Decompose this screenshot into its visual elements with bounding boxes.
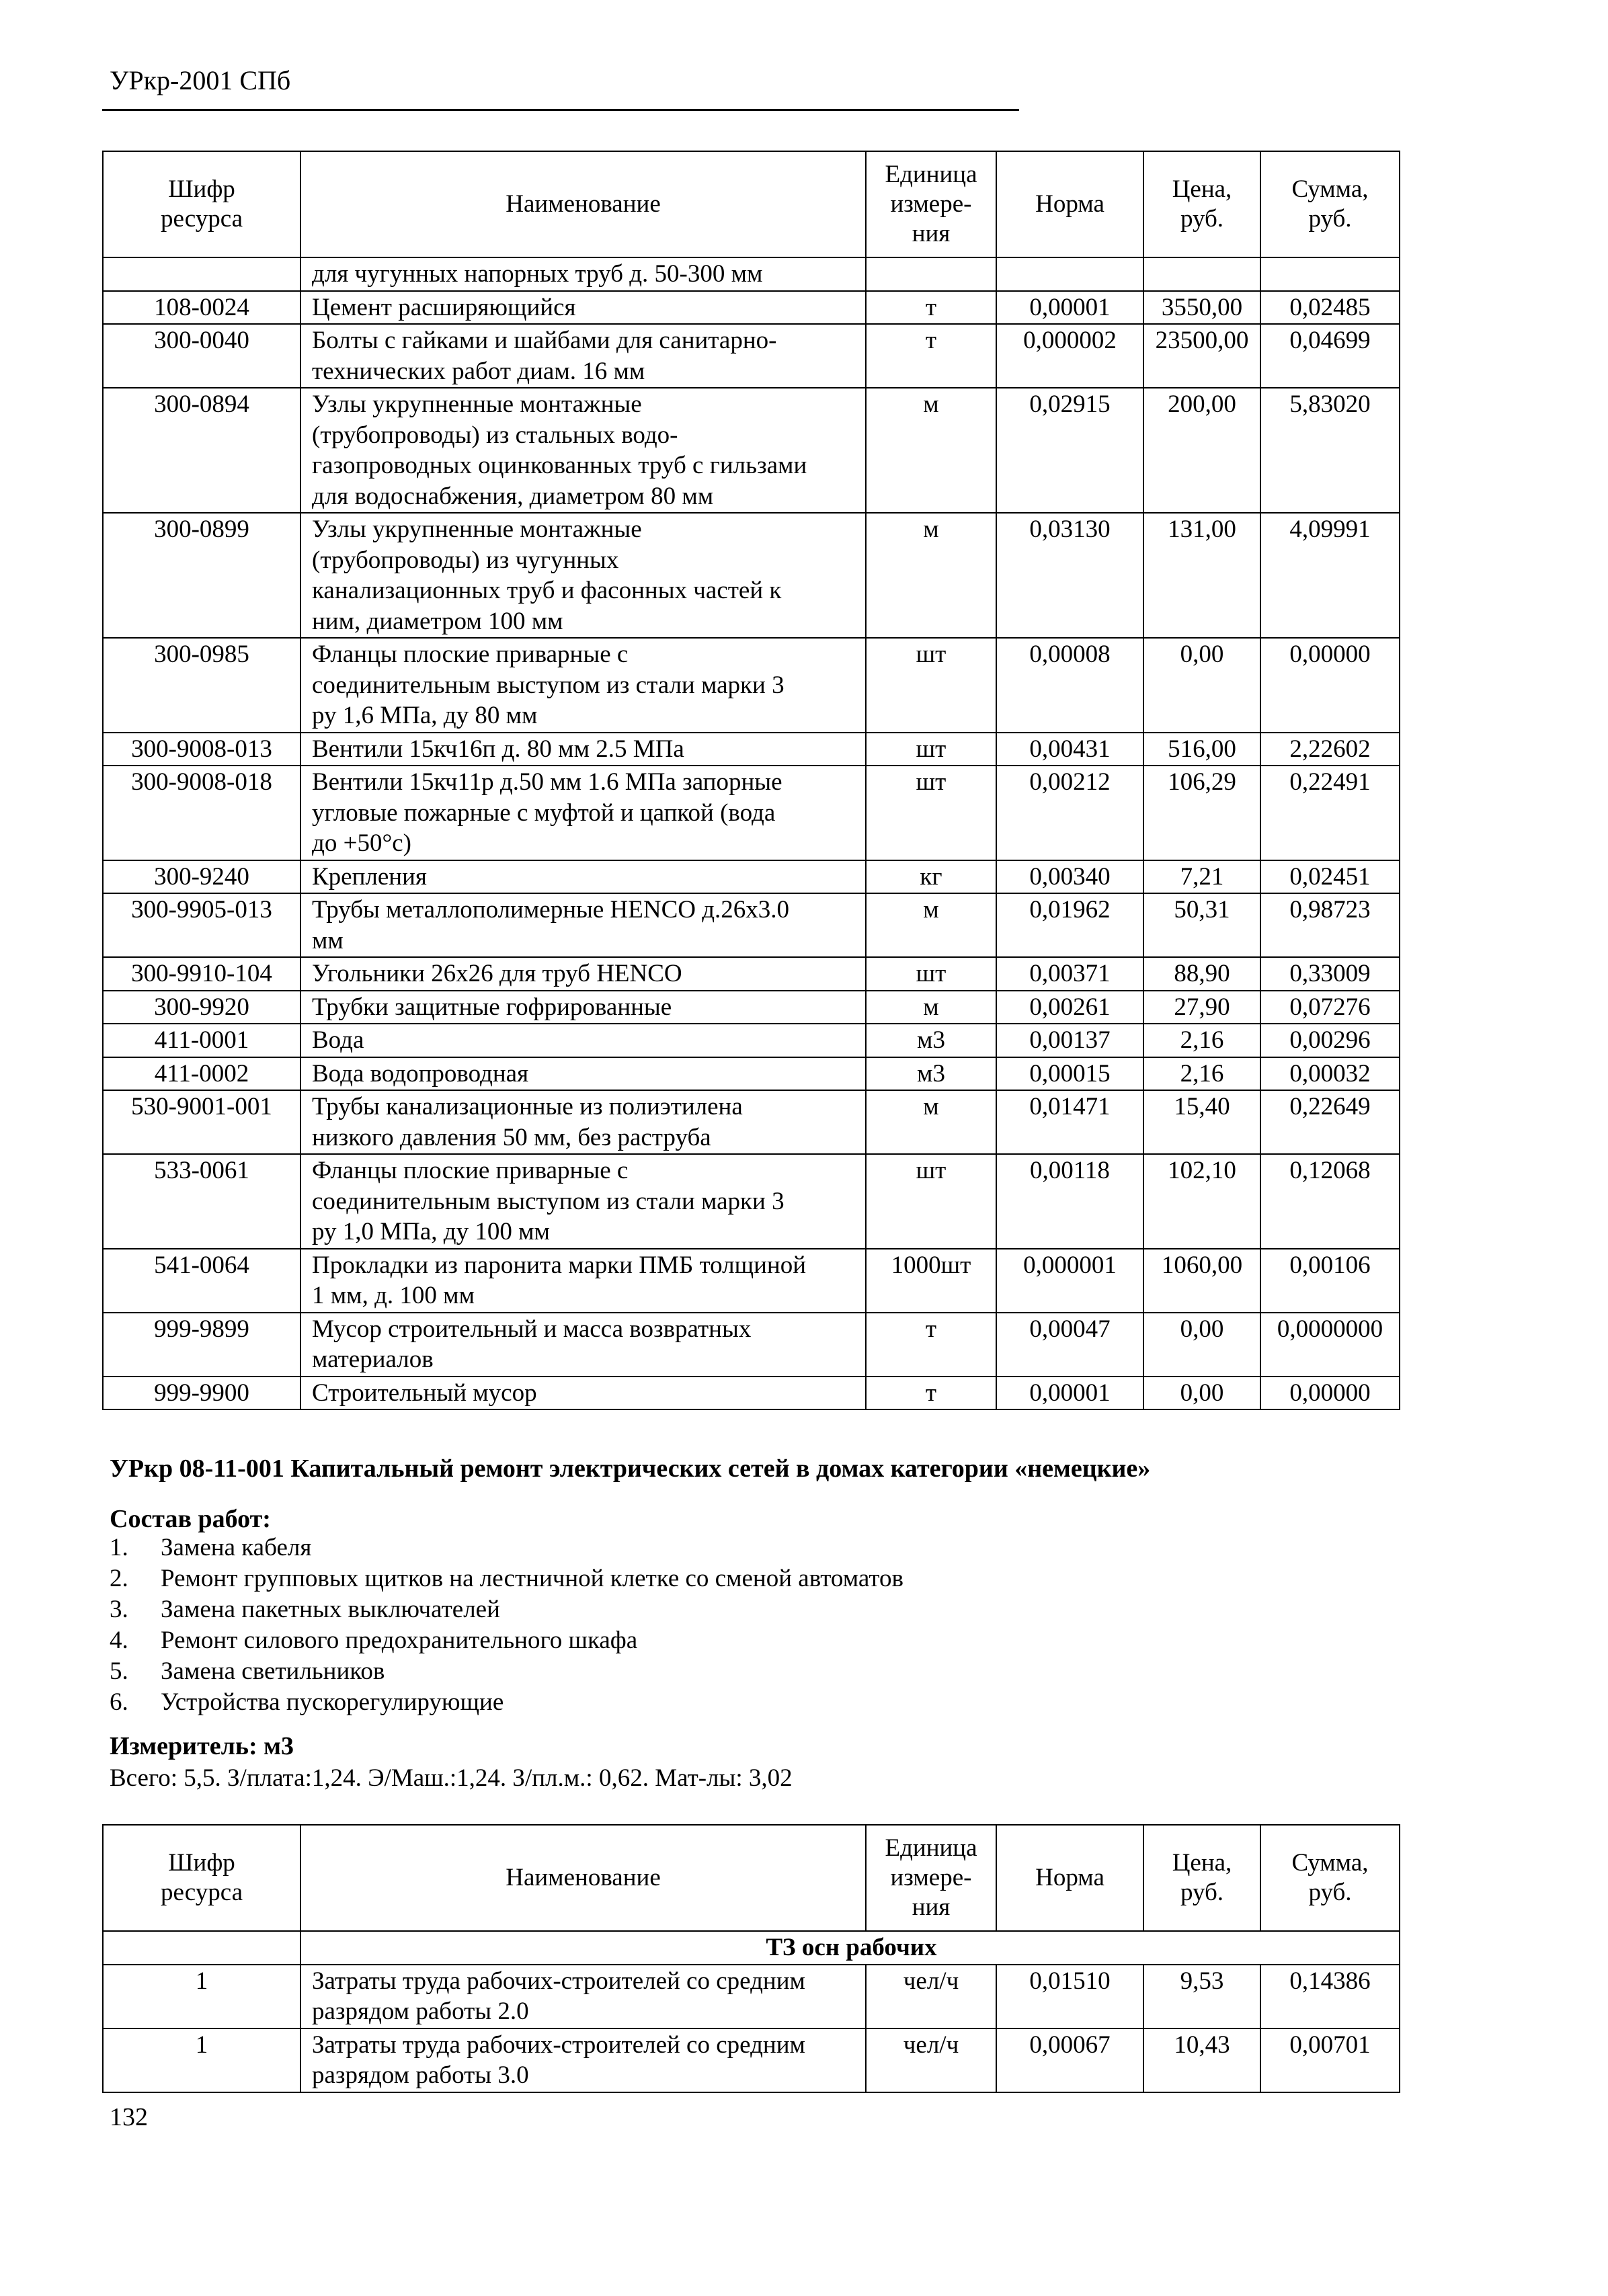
cell-unit: 1000шт	[866, 1249, 996, 1313]
cell-unit: чел/ч	[866, 2028, 996, 2092]
work-text: Ремонт групповых щитков на лестничной клетке со сменой автоматов	[161, 1565, 903, 1592]
running-header: УРкр-2001 СПб	[110, 65, 291, 95]
work-item	[110, 1687, 903, 1718]
cell-code: 108-0024	[103, 291, 300, 325]
cell-sum: 0,22649	[1260, 1090, 1400, 1154]
work-item	[110, 1563, 903, 1594]
cell-price: 516,00	[1143, 733, 1260, 766]
col-sum: Сумма, руб.	[1260, 151, 1400, 257]
cell-code: 541-0064	[103, 1249, 300, 1313]
cell-sum: 4,09991	[1260, 513, 1400, 638]
table-row	[103, 257, 1400, 291]
work-text: Замена светильников	[161, 1657, 385, 1685]
table-row	[103, 860, 1400, 894]
table-row	[103, 1249, 1400, 1313]
cell-name: Фланцы плоские приварные с соединительным выступом из стали марки 3 ру 1,0 МПа, ду 100 мм	[300, 1154, 866, 1249]
cell-name: Узлы укрупненные монтажные (трубопроводы) из стальных водо- газопроводных оцинкованных труб с гильзами для водоснабжения, диаметром 80 мм	[300, 388, 866, 513]
cell-norm: 0,00067	[996, 2028, 1143, 2092]
cell-price: 2,16	[1143, 1057, 1260, 1091]
cell-sum: 0,00000	[1260, 1377, 1400, 1410]
col-name: Наименование	[300, 1825, 866, 1931]
cell-sum: 0,02451	[1260, 860, 1400, 894]
cell-price: 88,90	[1143, 957, 1260, 991]
cell-code: 999-9900	[103, 1377, 300, 1410]
cell-code: 300-9910-104	[103, 957, 300, 991]
cell-unit: м3	[866, 1024, 996, 1057]
cell-price: 0,00	[1143, 1313, 1260, 1377]
work-text: Замена пакетных выключателей	[161, 1596, 500, 1623]
cell-name: Строительный мусор	[300, 1377, 866, 1410]
cell-code: 1	[103, 2028, 300, 2092]
cell-norm: 0,00008	[996, 638, 1143, 733]
cell-price: 0,00	[1143, 638, 1260, 733]
cell-unit: м	[866, 513, 996, 638]
table-row	[103, 638, 1400, 733]
cell-sum: 0,00032	[1260, 1057, 1400, 1091]
cell-unit: шт	[866, 766, 996, 860]
cell-norm: 0,00137	[996, 1024, 1143, 1057]
cell-unit: кг	[866, 860, 996, 894]
cell-price: 102,10	[1143, 1154, 1260, 1249]
cell-code: 411-0002	[103, 1057, 300, 1091]
cell-code: 530-9001-001	[103, 1090, 300, 1154]
table-row	[103, 513, 1400, 638]
cell-norm: 0,00001	[996, 291, 1143, 325]
cell-price: 27,90	[1143, 991, 1260, 1024]
cell-code: 411-0001	[103, 1024, 300, 1057]
cell-price: 1060,00	[1143, 1249, 1260, 1313]
cell-norm: 0,000002	[996, 324, 1143, 388]
resources-table-1	[102, 151, 1400, 1410]
work-number: 4.	[110, 1627, 128, 1654]
cell-code: 1	[103, 1965, 300, 2028]
cell-name: Узлы укрупненные монтажные (трубопроводы) из чугунных канализационных труб и фасонных частей к ним, диаметром 100 мм	[300, 513, 866, 638]
cell-norm: 0,00340	[996, 860, 1143, 894]
col-unit: Единица измере- ния	[866, 151, 996, 257]
work-text: Устройства пускорегулирующие	[161, 1688, 504, 1716]
work-item	[110, 1625, 903, 1656]
work-text: Замена кабеля	[161, 1534, 312, 1561]
works-list	[110, 1532, 903, 1718]
table-row	[103, 733, 1400, 766]
col-code: Шифр ресурса	[103, 151, 300, 257]
cell-name: Прокладки из паронита марки ПМБ толщиной 1 мм, д. 100 мм	[300, 1249, 866, 1313]
cell-code: 300-0040	[103, 324, 300, 388]
work-item	[110, 1594, 903, 1625]
table-row	[103, 1965, 1400, 2028]
cell-code: 300-9920	[103, 991, 300, 1024]
cell-name: для чугунных напорных труб д. 50-300 мм	[300, 257, 866, 291]
cell-unit: т	[866, 324, 996, 388]
cell-code	[103, 257, 300, 291]
cell-code: 300-9008-018	[103, 766, 300, 860]
cell-norm: 0,02915	[996, 388, 1143, 513]
cell-norm: 0,00118	[996, 1154, 1143, 1249]
work-number: 6.	[110, 1688, 128, 1716]
cell-name: Затраты труда рабочих-строителей со средним разрядом работы 2.0	[300, 1965, 866, 2028]
cell-sum: 0,07276	[1260, 991, 1400, 1024]
cell-norm: 0,00015	[996, 1057, 1143, 1091]
cell-sum	[1260, 257, 1400, 291]
cell-sum: 0,00296	[1260, 1024, 1400, 1057]
table-row	[103, 1313, 1400, 1377]
cell-unit: т	[866, 291, 996, 325]
cell-price	[1143, 257, 1260, 291]
page-number: 132	[110, 2103, 148, 2131]
cell-sum: 0,12068	[1260, 1154, 1400, 1249]
table-row	[103, 1090, 1400, 1154]
cell-norm: 0,03130	[996, 513, 1143, 638]
col-norm: Норма	[996, 1825, 1143, 1931]
table-row	[103, 2028, 1400, 2092]
cell-code: 300-9240	[103, 860, 300, 894]
cell-norm: 0,00431	[996, 733, 1143, 766]
works-label: Состав работ:	[110, 1505, 271, 1533]
totals-line: Всего: 5,5. З/плата:1,24. Э/Маш.:1,24. З/пл.м.: 0,62. Мат-лы: 3,02	[110, 1764, 793, 1792]
work-number: 5.	[110, 1657, 128, 1685]
section-title: УРкр 08-11-001 Капитальный ремонт электрических сетей в домах категории «немецкие»	[110, 1454, 1151, 1483]
cell-sum: 0,02485	[1260, 291, 1400, 325]
col-name: Наименование	[300, 151, 866, 257]
cell-unit: м	[866, 1090, 996, 1154]
cell-code: 533-0061	[103, 1154, 300, 1249]
col-unit: Единица измере- ния	[866, 1825, 996, 1931]
cell-code: 300-0985	[103, 638, 300, 733]
table-row	[103, 1024, 1400, 1057]
cell-name: Трубы канализационные из полиэтилена низкого давления 50 мм, без раструба	[300, 1090, 866, 1154]
cell-sum: 0,14386	[1260, 1965, 1400, 2028]
cell-norm: 0,00001	[996, 1377, 1143, 1410]
cell-unit: шт	[866, 957, 996, 991]
cell-sum: 0,98723	[1260, 893, 1400, 957]
cell-price: 7,21	[1143, 860, 1260, 894]
cell-code: 300-0899	[103, 513, 300, 638]
cell-norm: 0,00212	[996, 766, 1143, 860]
cell-norm: 0,00371	[996, 957, 1143, 991]
cell-norm: 0,00047	[996, 1313, 1143, 1377]
resources-table-2	[102, 1824, 1400, 2093]
cell-norm: 0,01962	[996, 893, 1143, 957]
cell-unit: т	[866, 1377, 996, 1410]
table-row	[103, 291, 1400, 325]
cell-name: Вентили 15кч11р д.50 мм 1.6 МПа запорные угловые пожарные с муфтой и цапкой (вода до +50°с)	[300, 766, 866, 860]
table-row	[103, 1154, 1400, 1249]
cell-name: Трубки защитные гофрированные	[300, 991, 866, 1024]
cell-sum: 5,83020	[1260, 388, 1400, 513]
table-row	[103, 893, 1400, 957]
cell-sum: 0,00106	[1260, 1249, 1400, 1313]
cell-price: 131,00	[1143, 513, 1260, 638]
cell-unit: шт	[866, 733, 996, 766]
table-row	[103, 957, 1400, 991]
cell-code: 300-0894	[103, 388, 300, 513]
table-header-row	[103, 1825, 1400, 1931]
work-item	[110, 1656, 903, 1687]
cell-norm: 0,000001	[996, 1249, 1143, 1313]
col-price: Цена, руб.	[1143, 151, 1260, 257]
group-label: ТЗ осн рабочих	[300, 1931, 1400, 1965]
table-row	[103, 766, 1400, 860]
cell-price: 50,31	[1143, 893, 1260, 957]
table-header-row	[103, 151, 1400, 257]
cell-name: Трубы металлополимерные HENCO д.26х3.0 мм	[300, 893, 866, 957]
cell-name: Вентили 15кч16п д. 80 мм 2.5 МПа	[300, 733, 866, 766]
col-sum: Сумма, руб.	[1260, 1825, 1400, 1931]
cell-price: 9,53	[1143, 1965, 1260, 2028]
cell-sum: 0,04699	[1260, 324, 1400, 388]
cell-code: 999-9899	[103, 1313, 300, 1377]
cell-price: 23500,00	[1143, 324, 1260, 388]
table-row	[103, 991, 1400, 1024]
cell-name: Крепления	[300, 860, 866, 894]
cell-name: Затраты труда рабочих-строителей со средним разрядом работы 3.0	[300, 2028, 866, 2092]
cell-unit: шт	[866, 1154, 996, 1249]
table-row	[103, 1377, 1400, 1410]
cell-code: 300-9008-013	[103, 733, 300, 766]
cell-price: 15,40	[1143, 1090, 1260, 1154]
cell-name: Мусор строительный и масса возвратных материалов	[300, 1313, 866, 1377]
work-text: Ремонт силового предохранительного шкафа	[161, 1627, 638, 1654]
cell-price: 2,16	[1143, 1024, 1260, 1057]
work-item	[110, 1532, 903, 1563]
cell-unit: м3	[866, 1057, 996, 1091]
cell-unit: м	[866, 991, 996, 1024]
cell-unit: м	[866, 893, 996, 957]
table-row	[103, 324, 1400, 388]
cell-norm: 0,01471	[996, 1090, 1143, 1154]
col-norm: Норма	[996, 151, 1143, 257]
header-rule	[102, 109, 1019, 111]
col-code: Шифр ресурса	[103, 1825, 300, 1931]
cell-sum: 0,22491	[1260, 766, 1400, 860]
cell-norm	[996, 257, 1143, 291]
cell-price: 200,00	[1143, 388, 1260, 513]
cell-norm: 0,00261	[996, 991, 1143, 1024]
table-row	[103, 388, 1400, 513]
cell-name: Цемент расширяющийся	[300, 291, 866, 325]
group-row	[103, 1931, 1400, 1965]
work-number: 2.	[110, 1565, 128, 1592]
work-number: 3.	[110, 1596, 128, 1623]
cell-unit: чел/ч	[866, 1965, 996, 2028]
cell-sum: 0,00701	[1260, 2028, 1400, 2092]
work-number: 1.	[110, 1534, 128, 1561]
cell-sum: 0,0000000	[1260, 1313, 1400, 1377]
cell-price: 0,00	[1143, 1377, 1260, 1410]
cell-name: Вода	[300, 1024, 866, 1057]
cell-unit: шт	[866, 638, 996, 733]
cell-norm: 0,01510	[996, 1965, 1143, 2028]
cell-sum: 0,33009	[1260, 957, 1400, 991]
col-price: Цена, руб.	[1143, 1825, 1260, 1931]
cell-unit: т	[866, 1313, 996, 1377]
cell-price: 106,29	[1143, 766, 1260, 860]
cell-unit: м	[866, 388, 996, 513]
cell-sum: 2,22602	[1260, 733, 1400, 766]
cell-name: Фланцы плоские приварные с соединительным выступом из стали марки 3 ру 1,6 МПа, ду 80 мм	[300, 638, 866, 733]
cell-unit	[866, 257, 996, 291]
cell-name: Болты с гайками и шайбами для санитарно- технических работ диам. 16 мм	[300, 324, 866, 388]
cell-price: 10,43	[1143, 2028, 1260, 2092]
cell-price: 3550,00	[1143, 291, 1260, 325]
cell-code: 300-9905-013	[103, 893, 300, 957]
cell-sum: 0,00000	[1260, 638, 1400, 733]
meter-label: Измеритель: м3	[110, 1732, 294, 1760]
table-row	[103, 1057, 1400, 1091]
cell-name: Угольники 26х26 для труб HENCO	[300, 957, 866, 991]
group-empty-cell	[103, 1931, 300, 1965]
cell-name: Вода водопроводная	[300, 1057, 866, 1091]
